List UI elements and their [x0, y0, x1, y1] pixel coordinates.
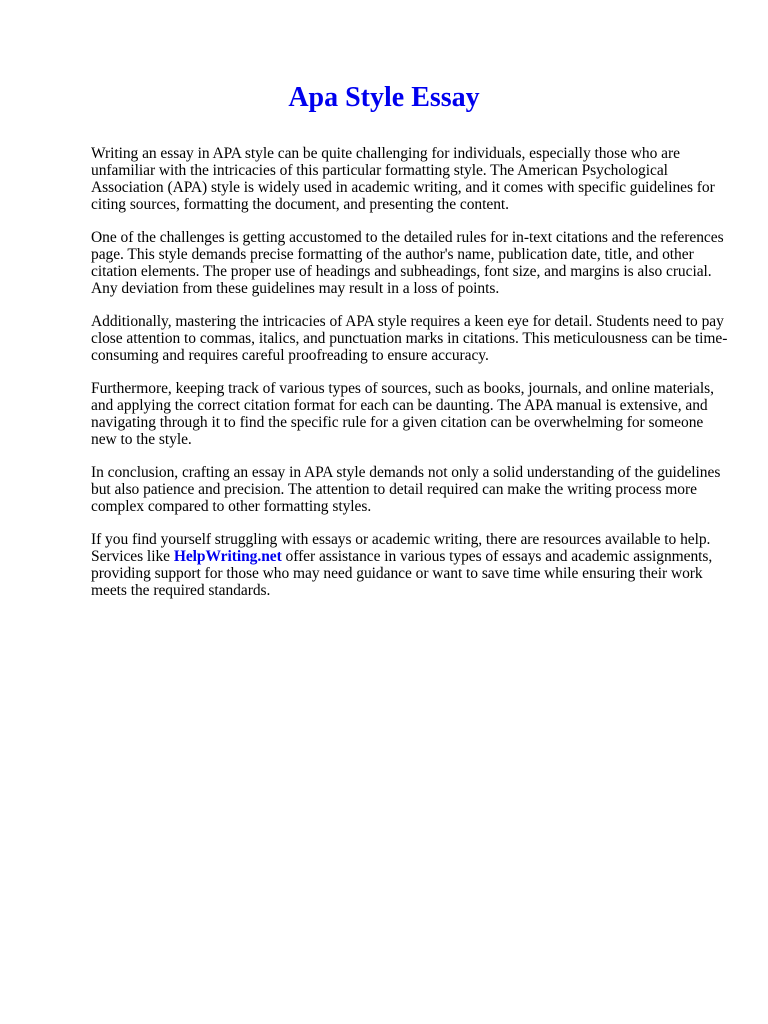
paragraph-4: Furthermore, keeping track of various types of sources, such as books, journals, and online materials, and applying the correct citation format for each can be daunting. The APA manual is extensive, and navigating through it to find the specific rule for a given citation can be overwhelming for someone new to the style. — [91, 380, 714, 448]
paragraph-1: Writing an essay in APA style can be quite challenging for individuals, especially those who are unfamiliar with the intricacies of this particular formatting style. The American Psychological Association (APA) style is widely used in academic writing, and it comes with specific guidelines for citing sources, formatting the document, and presenting the content. — [91, 145, 715, 213]
paragraph-6-text-before-link: If you find yourself struggling with essays or academic writing, there are resources available to help. Services like — [91, 531, 711, 565]
essay-body — [91, 145, 731, 615]
paragraph-3: Additionally, mastering the intricacies of APA style requires a keen eye for detail. Students need to pay close attention to commas, italics, and punctuation marks in citations. This meticulousness can be time-consuming and requires careful proofreading to ensure accuracy. — [91, 313, 728, 364]
paragraph-5: In conclusion, crafting an essay in APA style demands not only a solid understanding of the guidelines but also patience and precision. The attention to detail required can make the writing process more complex compared to other formatting styles. — [91, 464, 721, 515]
paragraph-6 — [91, 531, 731, 599]
paragraph-6-text-after-link: offer assistance in various types of essays and academic assignments, providing support for those who may need guidance or want to save time while ensuring their work meets the required standards. — [91, 548, 713, 599]
paragraph-2: One of the challenges is getting accustomed to the detailed rules for in-text citations and the references page. This style demands precise formatting of the author's name, publication date, title, and other citation elements. The proper use of headings and subheadings, font size, and margins is also crucial. Any deviation from these guidelines may result in a loss of points. — [91, 229, 724, 297]
page-title: Apa Style Essay — [288, 82, 480, 113]
helpwriting-link[interactable]: HelpWriting.net — [173, 548, 282, 565]
